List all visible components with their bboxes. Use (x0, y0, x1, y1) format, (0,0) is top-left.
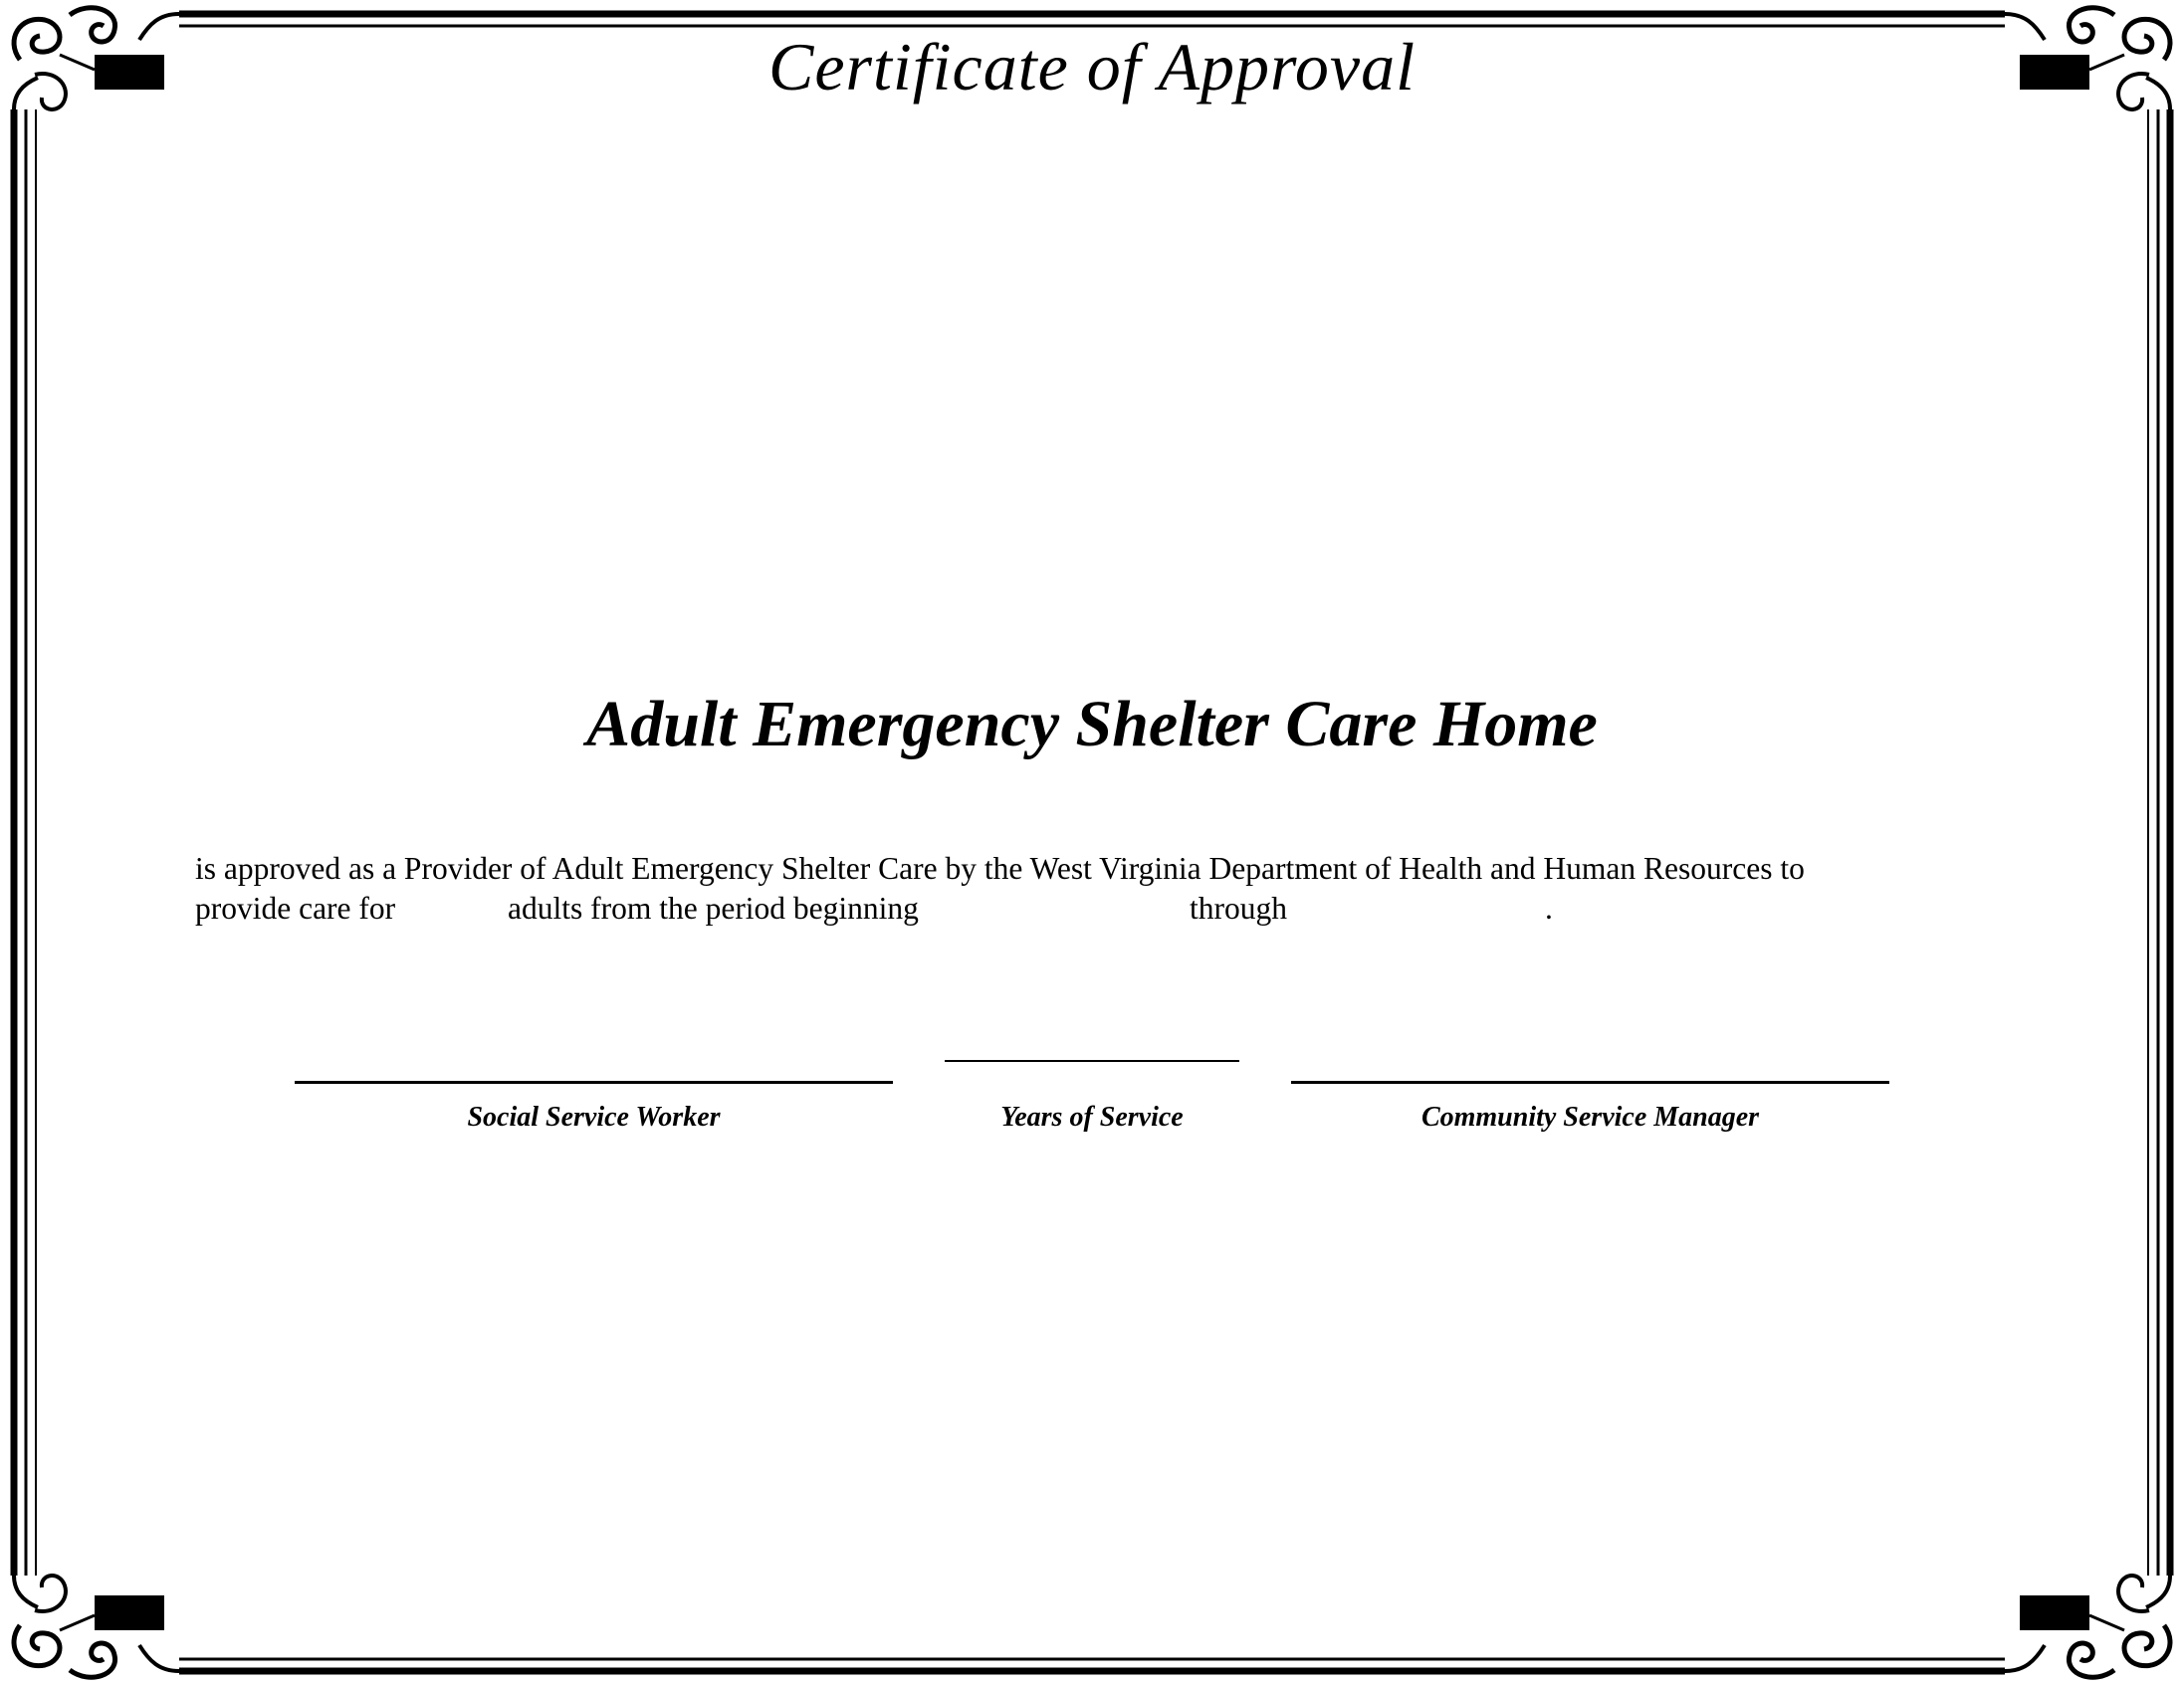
community-service-manager-signature-line[interactable] (1291, 1081, 1889, 1084)
years-of-service-label: Years of Service (1000, 1102, 1184, 1133)
statement-through: through (1190, 891, 1287, 926)
statement-provide-care-for: provide care for (195, 891, 396, 926)
years-of-service-line[interactable] (945, 1060, 1239, 1062)
certificate-title: Certificate of Approval (767, 29, 1417, 105)
certificate-heading: Adult Emergency Shelter Care Home (586, 688, 1598, 760)
corner-ornament-bottom-left (14, 1576, 179, 1677)
statement-adults-from-period: adults from the period beginning (508, 891, 919, 926)
statement-line-1: is approved as a Provider of Adult Emergency Shelter Care by the West Virginia Department of Health and Human Resources to (195, 851, 1805, 886)
social-service-worker-label: Social Service Worker (467, 1102, 721, 1133)
community-service-manager-label: Community Service Manager (1420, 1102, 1760, 1133)
social-service-worker-signature-line[interactable] (295, 1081, 893, 1084)
statement-period-end: . (1545, 891, 1553, 926)
corner-ornament-bottom-right (2005, 1576, 2170, 1677)
